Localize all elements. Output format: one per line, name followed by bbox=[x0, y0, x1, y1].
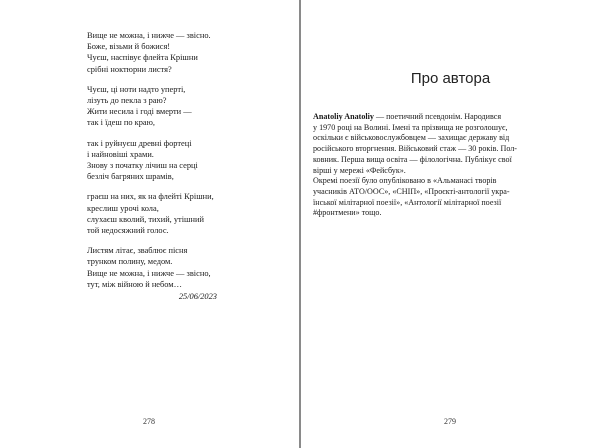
poem-line: Вище не можна, і нижче — звісно, bbox=[87, 268, 211, 278]
poem-line: Жити несила і годі вмерти — bbox=[87, 107, 192, 117]
poem-line: так і їдеш по краю, bbox=[87, 118, 155, 128]
poem-line: Листям літає, зваблює пісня bbox=[87, 246, 188, 256]
poem-line: Вище не можна, і нижче — звісно. bbox=[87, 31, 211, 40]
stanza-4 bbox=[87, 191, 287, 236]
poem bbox=[87, 30, 287, 311]
bio-line: #фронтмени» тощо. bbox=[313, 208, 382, 218]
poem-line: Знову з початку лічиш на серці bbox=[87, 161, 198, 171]
poem-line: той недосяжний голос. bbox=[87, 226, 169, 236]
poem-line: і найновіші храми. bbox=[87, 149, 154, 159]
bio-line: оскільки є військовослужбовцем — захищає державу від bbox=[313, 133, 510, 143]
poem-line: лізуть до пекла з раю? bbox=[87, 96, 167, 106]
bio-line bbox=[313, 112, 546, 123]
bio-line: учасників АТО/ООС», «СНІП», «Проєкті-антології укра- bbox=[313, 186, 510, 196]
poem-line: граєш на них, як на флейті Крішни, bbox=[87, 192, 214, 202]
poem-line: трунком полину, медом. bbox=[87, 257, 173, 267]
page-number-left: 278 bbox=[143, 417, 155, 426]
page-number-right: 279 bbox=[444, 417, 456, 426]
stanza-2 bbox=[87, 84, 287, 129]
stanza-3 bbox=[87, 138, 287, 183]
poem-line: Чуєш, ці ноти надто уперті, bbox=[87, 84, 186, 94]
poem-line: безліч багряних шрамів, bbox=[87, 172, 174, 182]
poem-line: слухаєш кволий, тихий, утішний bbox=[87, 214, 204, 224]
bio-line: вірші у мережі «Фейсбук». bbox=[313, 165, 406, 175]
poem-line: так і руйнуєш древні фортеці bbox=[87, 138, 192, 148]
bio-line: їнської мілітарної поезії», «Антології мілітарної поезії bbox=[313, 197, 502, 207]
poem-line: Чуєш, наспівує флейта Крішни bbox=[87, 53, 198, 63]
author-bio bbox=[313, 112, 546, 219]
section-title: Про автора bbox=[410, 70, 491, 87]
poem-line: тут, між війною й небом… bbox=[87, 279, 182, 289]
poem-date: 25/06/2023 bbox=[178, 292, 217, 302]
poem-line: срібні ноктюрни листя? bbox=[87, 64, 172, 74]
stanza-1 bbox=[87, 30, 287, 75]
left-page bbox=[0, 0, 299, 448]
stanza-5 bbox=[87, 245, 287, 302]
author-name: Anatoliy Anatoliy bbox=[313, 112, 374, 121]
poem-line: креслиш урочі кола, bbox=[87, 203, 159, 213]
bio-line: Окремі поезії було опубліковано в «Альманасі творів bbox=[313, 176, 497, 186]
bio-line: російського вторгнення. Військовий стаж — 30 років. Пол- bbox=[313, 144, 517, 154]
poem-line: Боже, візьми й божися! bbox=[87, 42, 171, 52]
right-page bbox=[301, 0, 600, 448]
bio-line: ковник. Перша вища освіта — філологічна. Публікує свої bbox=[313, 154, 512, 164]
bio-line-rest: — поетичний псевдонім. Народився bbox=[373, 112, 502, 121]
bio-line: у 1970 році на Волині. Імені та прізвища не розголошує, bbox=[313, 122, 508, 132]
